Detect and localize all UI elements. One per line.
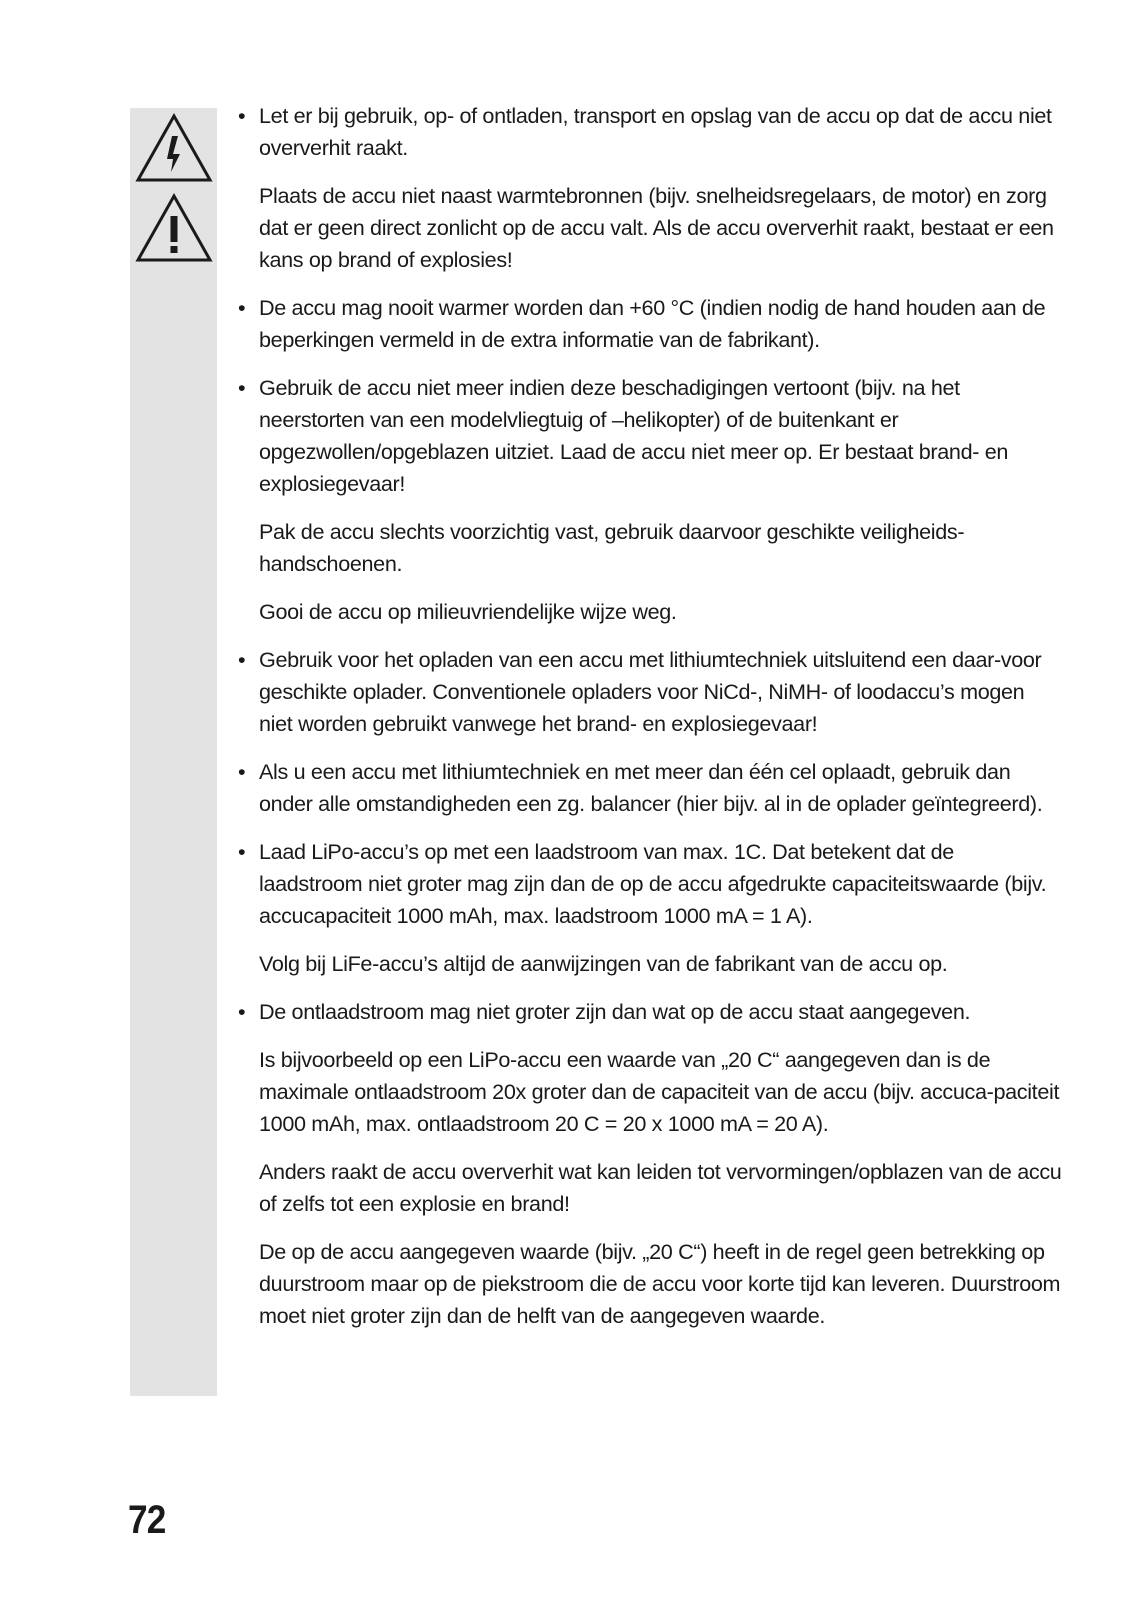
high-voltage-warning-icon	[135, 112, 213, 184]
list-item-text: Als u een accu met lithiumtechniek en met meer dan één cel oplaadt, gebruik dan onder alle omstandigheden een zg. balancer (hier bijv. al in de oplader geïntegreerd).	[259, 759, 1043, 816]
list-item-text: Gebruik voor het opladen van een accu met lithiumtechniek uitsluitend een daar-voor geschikte oplader. Conventionele opladers voor NiCd-, NiMH- of loodaccu’s mogen niet worden gebruikt vanwege het brand- en explosiegevaar!	[259, 647, 1042, 736]
paragraph: Anders raakt de accu oververhit wat kan leiden tot vervormingen/opblazen van de accu of zelfs tot een explosie en brand!	[259, 1159, 1062, 1216]
paragraph: De op de accu aangegeven waarde (bijv. „20 C“) heeft in de regel geen betrekking op duurstroom maar op de piekstroom die de accu voor korte tijd kan leveren. Duurstroom moet niet groter zijn dan de helft van de aangegeven waarde.	[259, 1239, 1061, 1328]
list-item	[236, 756, 1062, 820]
bullet: •	[238, 839, 246, 864]
paragraph: Gooi de accu op milieuvriendelijke wijze weg.	[259, 599, 677, 624]
bullet: •	[238, 375, 246, 400]
paragraph: Volg bij LiFe-accu’s altijd de aanwijzingen van de fabrikant van de accu op.	[259, 951, 948, 976]
bullet: •	[238, 295, 246, 320]
bullet: •	[238, 999, 246, 1024]
general-warning-icon	[135, 192, 213, 264]
list-item-text: Laad LiPo-accu’s op met een laadstroom van max. 1C. Dat betekent dat de laadstroom niet groter mag zijn dan de op de accu afgedrukte capaciteitswaarde (bijv. accucapaciteit 1000 mAh, max. laadstroom 1000 mA = 1 A).	[259, 839, 1047, 928]
list-item-text: Let er bij gebruik, op- of ontladen, transport en opslag van de accu op dat de accu niet oververhit raakt.	[259, 103, 1052, 160]
list-item	[236, 836, 1062, 932]
page-number: 72	[128, 1498, 166, 1542]
list-item-text: De ontlaadstroom mag niet groter zijn dan wat op de accu staat aangegeven.	[259, 999, 971, 1024]
bullet: •	[238, 647, 246, 672]
bullet: •	[238, 103, 246, 128]
bullet: •	[238, 759, 246, 784]
list-item	[236, 100, 1062, 164]
warning-sidebar	[130, 108, 217, 1396]
list-item	[236, 292, 1062, 356]
list-item	[236, 644, 1062, 740]
safety-instructions	[236, 100, 1062, 1348]
list-item-text: De accu mag nooit warmer worden dan +60 °C (indien nodig de hand houden aan de beperkingen vermeld in de extra informatie van de fabrikant).	[259, 295, 1046, 352]
paragraph: Plaats de accu niet naast warmtebronnen (bijv. snelheidsregelaars, de motor) en zorg dat er geen direct zonlicht op de accu valt. Als de accu oververhit raakt, bestaat er een kans op brand of explosies!	[259, 183, 1054, 272]
paragraph: Pak de accu slechts voorzichtig vast, gebruik daarvoor geschikte veiligheids-handschoenen.	[259, 519, 965, 576]
paragraph: Is bijvoorbeeld op een LiPo-accu een waarde van „20 C“ aangegeven dan is de maximale ontlaadstroom 20x groter dan de capaciteit van de accu (bijv. accuca-paciteit 1000 mAh, max. ontlaadstroom 20 C = 20 x 1000 mA = 20 A).	[259, 1047, 1060, 1136]
list-item-text: Gebruik de accu niet meer indien deze beschadigingen vertoont (bijv. na het neerstorten van een modelvliegtuig of –helikopter) of de buitenkant er opgezwollen/opgeblazen uitziet. Laad de accu niet meer op. Er bestaat brand- en explosiegevaar!	[259, 375, 1009, 496]
list-item	[236, 996, 1062, 1028]
list-item	[236, 372, 1062, 500]
